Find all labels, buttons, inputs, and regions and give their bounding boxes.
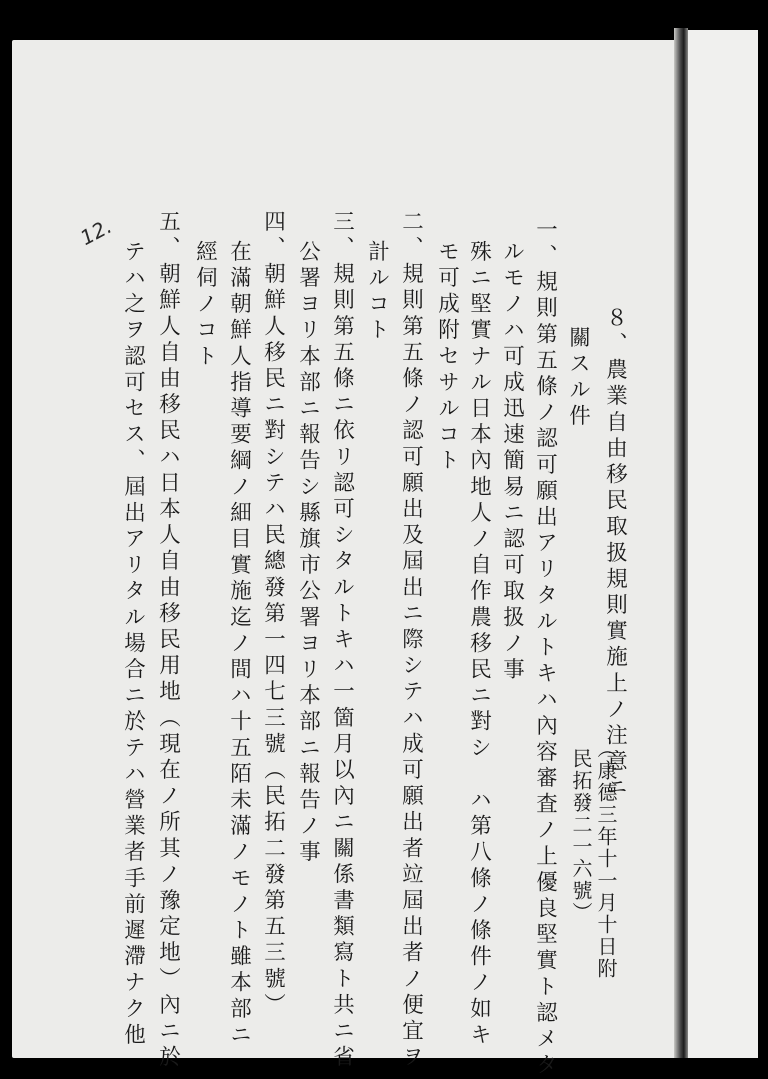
clause-5-cont: テハ之ヲ認可セス、屆出アリタル場合ニ於テハ營業者手前遲滯ナク他 — [120, 240, 146, 1050]
clause-4: 四、朝鮮人移民ニ對シテハ民總發第一四七三號（民拓二發第五三號） — [260, 210, 286, 1020]
clause-2-cont: 計ルコト — [364, 240, 390, 345]
clause-3-cont: 公署ヨリ本部ニ報告シ縣旗市公署ヨリ本部ニ報告ノ事 — [295, 240, 321, 867]
clause-5: 五、朝鮮人自由移民ハ日本人自由移民用地（現在ノ所其ノ豫定地）內ニ於 — [155, 210, 181, 1072]
handwritten-margin-mark: 12. — [76, 213, 116, 251]
date-note: （康德三年十一月十日附 — [594, 738, 618, 980]
item-heading: ８、農業自由移民取扱規則實施上ノ注意ニ — [602, 306, 628, 802]
clause-1-cont3: モ可成附セサルコト — [434, 240, 460, 475]
clause-2: 二、規則第五條ノ認可願出及屆出ニ際シテハ成可願出者竝屆出者ノ便宜ヲ — [398, 210, 424, 1072]
number-note: 民拓發二一六號） — [569, 748, 593, 924]
clause-1: 一、規則第五條ノ認可願出アリタルトキハ內容審査ノ上優良堅實ト認メタ — [532, 218, 558, 1079]
adjacent-page-edge — [688, 30, 758, 1058]
clause-4-cont2: 經伺ノコト — [192, 240, 218, 371]
clause-4-cont: 在滿朝鮮人指導要綱ノ細目實施迄ノ間ハ十五陌未滿ノモノト雖本部ニ — [226, 240, 252, 1050]
clause-1-cont2: 殊ニ堅實ナル日本內地人ノ自作農移民ニ對シ ハ第八條ノ條件ノ如キ — [466, 240, 492, 1050]
clause-3: 三、規則第五條ニ依リ認可シタルトキハ一箇月以內ニ關係書類寫ト共ニ省 — [329, 210, 355, 1072]
book-spine-fold — [674, 28, 688, 1058]
clause-1-cont: ルモノハ可成迅速簡易ニ認可取扱ノ事 — [499, 240, 525, 684]
item-heading-cont: 關スル件 — [565, 326, 591, 431]
